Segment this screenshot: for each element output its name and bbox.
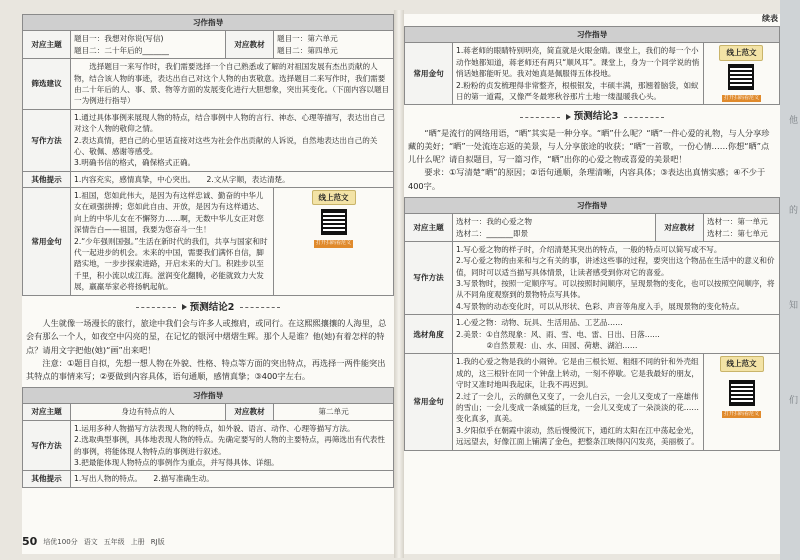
row-label: 对应主题 [23, 404, 71, 420]
row-label: 对应主题 [23, 31, 71, 59]
list-item: 1.运用多种人物描写方法表现人物的特点，如外貌、语言、动作、心理等描写方法。 [74, 423, 355, 433]
quote-list [453, 354, 704, 450]
qr-caption: 打开扫码看范文 [315, 240, 351, 247]
material-list [453, 315, 780, 354]
list-item: 3.写景物时，按照一定顺序写。可以按照时间顺序，呈现景物的变化，也可以按照空间顺序，将从不同角度观察到的景物特点写具体。 [456, 279, 775, 300]
row-label: 常用金句 [23, 188, 71, 296]
row-label: 选材角度 [405, 315, 453, 354]
qr-code-icon [321, 209, 347, 235]
list-item: 2.粉粉的贞发梳理得非常整齐，根根银发，丰硕丰满，那翘着脑袋，如蚁日的第一道霞，又像严冬最寒秋谷那片土地一缕温暖我心头。 [456, 80, 699, 101]
quote-list [453, 43, 704, 105]
row-label: 其他提示 [23, 171, 71, 187]
other-text: 1.内容充实，感情真挚，中心突出。 2.文从字顺，表达清楚。 [71, 171, 394, 187]
row-label: 对应教材 [656, 214, 704, 242]
prompt-paragraph: “晒”是流行的网络用语，“晒”其实是一种分享。“晒”什么呢？“晒”一件心爱的礼物，与人分享珍藏的美好；“晒”一处流连忘返的美景，与人分享旅途的收获；“晒”一首歌，一份心情……你想“晒”点儿什么呢？请自拟题目，写一篇习作，“晒”出你的心爱之物或喜爱的美景吧！ [408, 128, 770, 165]
triangle-icon [566, 114, 571, 120]
qr-caption: 打开扫码看范文 [723, 94, 759, 101]
list-item: 2.“少年强则国强。”生活在新时代的我们，共享与国家和时代一起进步的机会。未来的中国，需要我们满怀自信，脚踏实地，一步步探索进路，开启未来的大门。积跬步以至千里，积小流以成江海。滋润变化翻腾，必能就致力大发展，羸羸举家必将扬帆起航。 [74, 236, 268, 292]
row-label: 常用金句 [405, 354, 453, 450]
list-item: 4.写景物的动态变化时，可以从形状、色彩、声音等角度入手，展现景物的变化特点。 [456, 301, 745, 311]
table-header: 习作指导 [405, 197, 780, 213]
row-label: 对应教材 [226, 31, 274, 59]
list-item: 1.蒋老师的眼睛特别明亮，简直就是火眼金睛。课堂上，我们的每一个小动作她都知道，蒋老师还有两只“顺风耳”。课堂上，身为一个同学说的悄悄话她都能听见。我对她真是佩服得五体投地。 [456, 46, 700, 79]
page-edge-right: 他 的 知 们 [780, 0, 800, 560]
row-label: 对应主题 [405, 214, 453, 242]
row-label: 写作方法 [23, 420, 71, 471]
list-item: 1.心爱之物：动物、玩具、生活用品、工艺品…… [456, 318, 623, 328]
row-label: 筛选建议 [23, 59, 71, 110]
textbook-cell: 选材一：第一单元 选材二：第七单元 [704, 214, 780, 242]
qr-code[interactable] [720, 380, 764, 419]
table-header: 习作指导 [23, 15, 394, 31]
filter-text: 选择题目一来写作时，我们需要选择一个自己熟悉或了解的对祖国发展有杰出贡献的人物，结合该人物的事迹，表达出自己对这个人物的由衷敬意。选择题目二来写作时，我们需要由二十年后的人、事、景、物等方面的发展变化进行大胆想象，突出其变化。（下面内容以题目一为例进行指导） [71, 59, 394, 110]
qr-code-icon [728, 64, 754, 90]
method-list [71, 420, 394, 471]
list-item: ②自然景观：山、水、田园、荷塘、湖泊…… [456, 341, 638, 351]
book-spine [394, 10, 404, 558]
topic-cell: 选材一：我的心爱之物 选材二：_______即景 [453, 214, 656, 242]
online-sample-badge: 线上范文 [719, 45, 763, 60]
table-header: 习作指导 [23, 387, 394, 403]
row-label: 对应教材 [226, 404, 274, 420]
triangle-icon [182, 304, 187, 310]
writing-guide-table-4 [404, 197, 780, 451]
section-title: 预测结论2 [22, 301, 394, 315]
writing-guide-table-1 [22, 14, 394, 296]
right-page [404, 14, 780, 554]
qr-code[interactable] [719, 64, 763, 103]
page-footer: 50 培优100分 语文 五年级 上册 RJ版 [22, 535, 165, 549]
list-item: 2.选取典型事例，具体地表现人物的特点。先确定要写的人物的主要特点，再筛选出有代表性的事例，将能体现人物特点的事例进行叙述。 [74, 435, 385, 456]
list-item: 3.把最能体现人物特点的事例作为重点，并写得具体、详细。 [74, 457, 279, 467]
method-list [71, 109, 394, 171]
list-item: 2.美景：①自然现象：风、雨、雪、电、雷、日出、日落…… [456, 329, 660, 339]
continued-label: 续表 [762, 14, 778, 23]
list-item: 2.表达真情，把自己的心里话直接对这些为社会作出贡献的人诉说，自然地表达出自己的关心、敬佩、感谢等感受。 [74, 135, 378, 156]
section-title: 预测结论3 [404, 110, 780, 124]
online-sample-cell [703, 43, 779, 105]
list-item: 2.过了一会儿，云的颜色又变了，一会儿白云，一会儿又变成了一座雄伟的雪山；一会儿变成一条威猛的巨龙，一会儿又变成了一朵淡淡的花……变化真多，真美。 [456, 391, 699, 424]
online-sample-cell [274, 188, 394, 296]
list-item: 3.夕阳似乎在朝霞中滚动，然后慢慢沉下，通红的太阳在江中荡起金光，远远望去，好像江面上铺满了金色，把整条江映得闪闪发亮，美丽极了。 [456, 425, 699, 447]
list-item: 1.我的心爱之物是我的小闹钟。它是由三根长短、粗细不同的针和外壳组成的，这三根针在同一个钟盘上转动，一刻不停歇。它是我最好的朋友，守时又准时地叫我起床，让我不再迟到。 [456, 357, 699, 390]
topic-cell: 题目一：我想对你说(写信) 题目二：二十年后的_______ [71, 31, 226, 59]
qr-code[interactable] [312, 209, 356, 248]
writing-guide-table-3 [404, 26, 780, 105]
left-page [22, 14, 394, 554]
row-label: 写作方法 [405, 241, 453, 314]
other-text: 1.写出人物的特点。 2.描写准确生动。 [71, 471, 394, 487]
qr-caption: 打开扫码看范文 [723, 410, 759, 417]
prompt-paragraph: 人生就像一场漫长的旅行，旅途中我们会与许多人或擦肩，或同行。在这熙熙攘攘的人海里，总会有那么一个人，如夜空中闪亮的星，在记忆的银河中熠熠生辉。那个人是谁？他(她)有着怎样的特点？请用文字把他(她)“画”出来吧！ [26, 318, 387, 355]
online-sample-cell [704, 354, 780, 450]
method-list [453, 241, 780, 314]
row-label: 写作方法 [23, 109, 71, 171]
brand: 培优100分 [43, 537, 78, 546]
list-item: 3.明确书信的格式，确保格式正确。 [74, 158, 196, 168]
writing-guide-table-2 [22, 387, 394, 488]
table-header: 习作指导 [405, 27, 780, 43]
row-label: 常用金句 [405, 43, 453, 105]
row-label: 其他提示 [23, 471, 71, 487]
qr-code-icon [729, 380, 755, 406]
list-item: 1.祖国，您如此伟大，是因为有这样忠诚、勤奋的中华儿女在顽强拼搏；您如此自由、开放，是因为有这样通达、向上的中华儿女在不懈努力……啊，无数中华儿女正对您深情告白——祖国，我要为您奋斗一生！ [74, 191, 264, 235]
list-item: 1.写心爱之物的样子时，介绍清楚其突出的特点，一般的特点可以简写或不写。 [456, 244, 722, 254]
textbook-cell: 第二单元 [274, 404, 394, 420]
topic-cell: 身边有特点的人 [71, 404, 226, 420]
page-number: 50 [22, 535, 38, 549]
prompt-requirements: 要求：①写清楚“晒”的原因；②语句通顺，条理清晰，内容具体；③表达出真情实感；④不少于400字。 [408, 167, 766, 191]
quote-list [71, 188, 274, 296]
textbook-cell: 题目一：第六单元 题目二：第四单元 [274, 31, 394, 59]
online-sample-badge: 线上范文 [312, 190, 356, 205]
list-item: 2.写心爱之物的由来和与之有关的事，讲述这些事的过程，要突出这个物品在生活中的意义和价值，同时可以适当描写具体情景，让读者感受到你对它的喜爱。 [456, 256, 775, 277]
prompt-requirements: 注意：①题目自拟，先想一想人物在外貌、性格、特点等方面的突出特点，再选择一两件能突出其特点的事情来写；②要做到内容具体，语句通顺，感情真挚；③400字左右。 [26, 357, 386, 381]
list-item: 1.通过具体事例来展现人物的特点，结合事例中人物的言行、神态、心理等描写，表达出自己对这个人物的敬仰之情。 [74, 112, 385, 134]
online-sample-badge: 线上范文 [720, 356, 764, 371]
